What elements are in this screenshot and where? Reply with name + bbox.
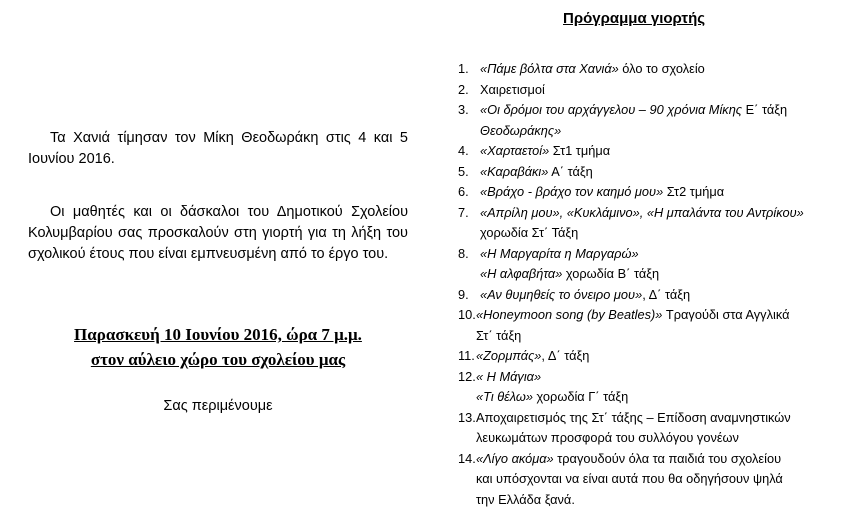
program-item-performer: Στ1 τμήμα — [549, 143, 611, 158]
event-date-time: Παρασκευή 10 Ιουνίου 2016, ώρα 7 μ.μ. — [74, 325, 362, 344]
program-item-performer: Τραγούδι στα Αγγλικά — [662, 307, 790, 322]
invitation-paragraph-1-text: Τα Χανιά τίμησαν τον Μίκη Θεοδωράκη στις 4 και 5 Ιουνίου 2016. — [28, 130, 408, 167]
program-item-title: «Honeymoon song (by Beatles)» — [476, 307, 663, 322]
program-item-number: 12. — [458, 368, 476, 384]
program-item-performer-2: χορωδία Στ΄ Τάξη — [480, 225, 579, 240]
program-item-performer: Αποχαιρετισμός της Στ΄ τάξης – Επίδοση αναμνηστικών — [476, 409, 791, 425]
program-item-line2 — [480, 223, 838, 244]
invitation-paragraph-2 — [28, 202, 408, 265]
event-location: στον αύλειο χώρο του σχολείου μας — [90, 350, 346, 369]
program-item-number: 9. — [458, 286, 469, 302]
program-item-performer-2: Στ΄ τάξη — [476, 327, 522, 343]
program-item-number: 4. — [458, 143, 469, 158]
program-item — [458, 203, 838, 244]
invitation-paragraph-1 — [28, 128, 408, 170]
program-item-line2 — [476, 428, 838, 449]
program-item — [458, 367, 838, 408]
program-item-title: « Η Μάγια» — [476, 368, 542, 384]
program-item-number: 1. — [458, 61, 469, 76]
program-item-title: «Βράχο - βράχο τον καημό μου» — [480, 184, 664, 199]
program-item-performer-3: την Ελλάδα ξανά. — [476, 491, 575, 507]
program-item-performer: τραγουδούν όλα τα παιδιά του σχολείου — [553, 450, 782, 466]
program-item-title: «Αν θυμηθείς το όνειρο μου» — [480, 286, 643, 302]
program-item-performer: Στ2 τμήμα — [663, 184, 725, 199]
program-item-number: 7. — [458, 204, 469, 220]
program-item — [458, 100, 838, 141]
program-item-title: «Χαρταετοί» — [480, 143, 550, 158]
program-item-title-2: «Η αλφαβήτα» — [480, 266, 563, 281]
program-item-line2 — [476, 387, 838, 408]
program-item — [458, 182, 838, 203]
program-item — [458, 141, 838, 162]
program-item-title: «Πάμε βόλτα στα Χανιά» — [480, 61, 619, 76]
program-item-number: 5. — [458, 163, 469, 179]
program-item — [458, 408, 838, 449]
program-item-number: 10. — [458, 307, 476, 322]
program-item-performer-2: χορωδία Γ΄ τάξη — [533, 389, 629, 404]
program-item-line2 — [476, 469, 838, 490]
program-item-line3 — [476, 490, 838, 511]
program-item — [458, 449, 838, 511]
program-item-performer-2: και υπόσχονται να είναι αυτά που θα οδηγήσουν ψηλά — [476, 471, 783, 486]
program-item-performer-2: χορωδία Β΄ τάξη — [562, 266, 660, 281]
invitation-paragraph-2-text: Οι μαθητές και οι δάσκαλοι του Δημοτικού Σχολείου Κολυμβαρίου σας προσκαλούν στη γιορτή για τη λήξη του σχολικού έτους που είναι εμπνευσμένη από το έργο του. — [28, 204, 408, 262]
program-item-performer: , Δ΄ τάξη — [541, 348, 590, 363]
closing-text: Σας περιμένουμε — [163, 398, 273, 414]
program-item-number: 13. — [458, 409, 476, 425]
program-item-line2 — [480, 264, 838, 285]
program-item-title: «Καραβάκι» — [480, 163, 549, 179]
program-item-performer: Χαιρετισμοί — [480, 81, 545, 97]
program-item-title: «Ζορμπάς» — [476, 348, 542, 363]
program-item — [458, 346, 838, 367]
program-item-number: 11. — [458, 348, 475, 363]
program-item-title: «Απρίλη μου», «Κυκλάμινο», «Η μπαλάντα του Αντρίκου» — [480, 204, 804, 220]
program-item-line2 — [480, 121, 838, 142]
program-item-number: 14. — [458, 450, 476, 466]
program-item-performer: , Δ΄ τάξη — [642, 286, 691, 302]
program-item-number: 3. — [458, 102, 469, 117]
program-list — [458, 59, 838, 510]
program-item — [458, 80, 838, 101]
program-item — [458, 244, 838, 285]
program-item-performer: όλο το σχολείο — [618, 61, 705, 76]
program-item-title-2: «Τι θέλω» — [476, 389, 533, 404]
program-item — [458, 59, 838, 80]
program-item-number: 2. — [458, 81, 469, 97]
program-item-number: 6. — [458, 184, 469, 199]
program-item-performer-2: λευκωμάτων προσφορά του συλλόγου γονέων — [476, 430, 739, 445]
program-item-performer: Α΄ τάξη — [548, 163, 593, 179]
program-item — [458, 305, 838, 346]
program-item-title-2: Θεοδωράκης» — [480, 122, 562, 138]
program-item — [458, 285, 838, 306]
program-item-performer: Ε΄ τάξη — [742, 102, 788, 117]
program-item-number: 8. — [458, 245, 469, 261]
program-item-title: «Λίγο ακόμα» — [476, 450, 554, 466]
program-item-title: «Οι δρόμοι του αρχάγγελου – 90 χρόνια Μίκης — [480, 102, 743, 117]
program-title: Πρόγραμμα γιορτής — [563, 10, 706, 27]
program-item — [458, 162, 838, 183]
program-item-title: «Η Μαργαρίτα η Μαργαρώ» — [480, 245, 639, 261]
program-item-line2 — [476, 326, 838, 347]
